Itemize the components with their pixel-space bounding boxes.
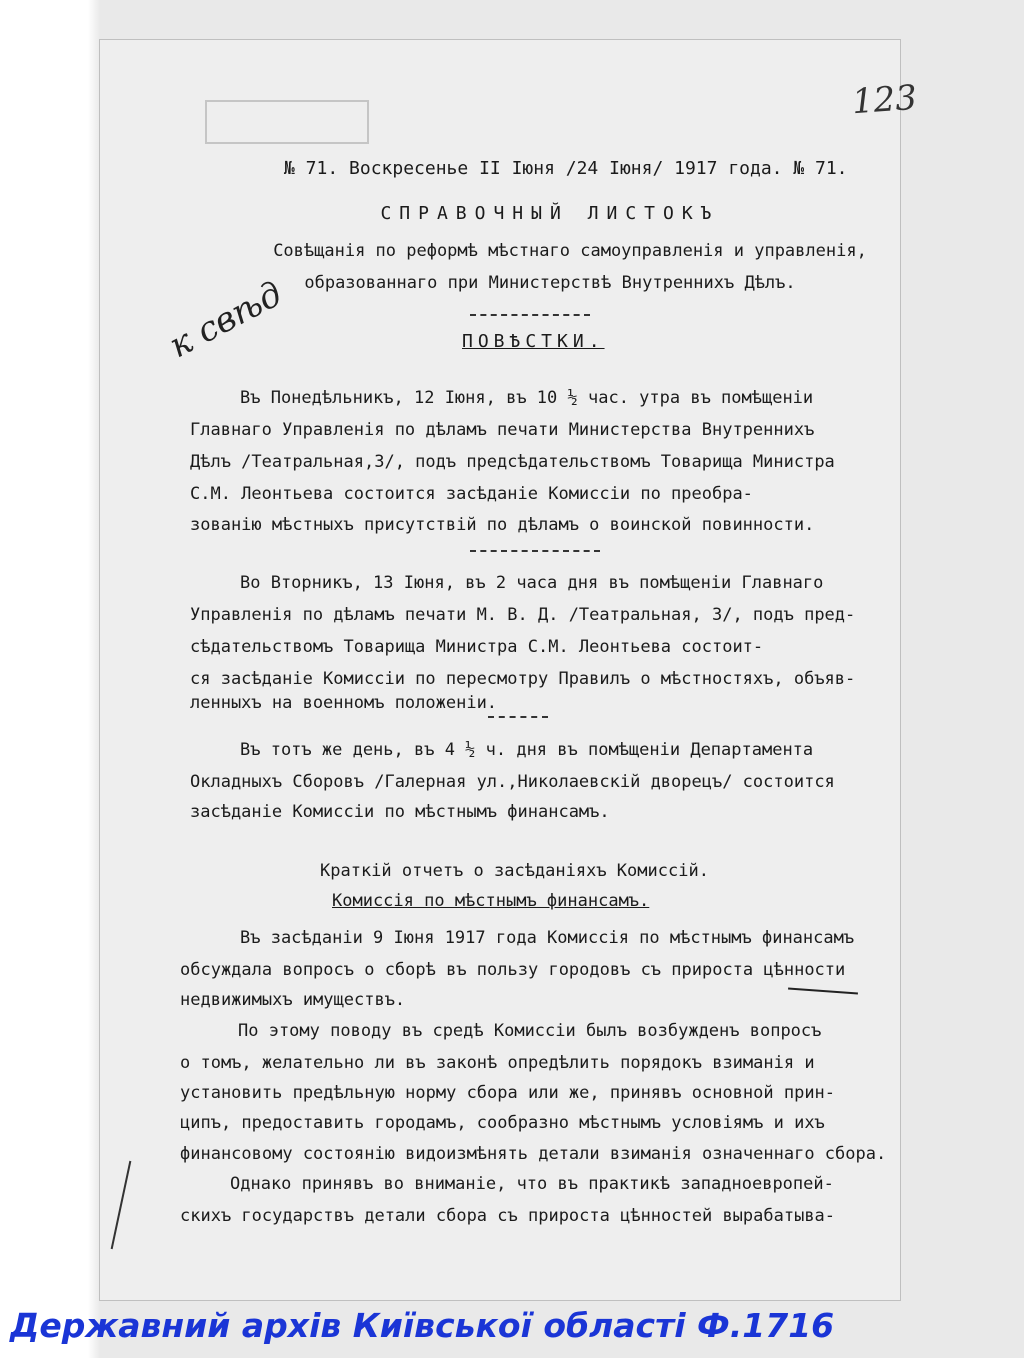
report-heading: Краткій отчетъ о засѣданіяхъ Комиссій.: [320, 861, 709, 881]
notice1-line-1: Въ Понедѣльникъ, 12 Іюня, въ 10 ½ час. утра въ помѣщеніи: [240, 388, 814, 408]
report1-line-2: обсуждала вопросъ о сборѣ въ пользу городовъ съ прироста цѣнности: [180, 960, 846, 980]
archive-caption: Державний архів Київської області Ф.1716: [10, 1306, 835, 1345]
document-title: СПРАВОЧНЫЙ ЛИСТОКЪ: [380, 203, 720, 224]
notice1-line-3: Дѣлъ /Театральная,3/, подъ предсѣдательствомъ Товарища Министра: [190, 452, 835, 472]
report2-line-1: По этому поводу въ средѣ Комиссіи былъ возбужденъ вопросъ: [238, 1021, 822, 1041]
notice2-line-4: ся засѣданіе Комиссіи по пересмотру Правилъ о мѣстностяхъ, объяв-: [190, 669, 856, 689]
notice2-line-1: Во Вторникъ, 13 Іюня, въ 2 часа дня въ помѣщеніи Главнаго: [240, 573, 824, 593]
notice1-line-5: зованію мѣстныхъ присутствій по дѣламъ о воинской повинности.: [190, 515, 815, 535]
report1-line-1: Въ засѣданіи 9 Іюня 1917 года Комиссія по мѣстнымъ финансамъ: [240, 928, 855, 948]
notice1-line-4: С.М. Леонтьева состоится засѣданіе Комиссіи по преобра-: [190, 484, 753, 504]
notice1-line-2: Главнаго Управленія по дѣламъ печати Министерства Внутреннихъ: [190, 420, 815, 440]
report2-line-5: финансовому состоянію видоизмѣнять детали взиманія означеннаго сбора.: [180, 1144, 887, 1164]
report3-line-2: скихъ государствъ детали сбора съ прироста цѣнностей вырабатыва-: [180, 1206, 836, 1226]
faint-stamp: [205, 100, 369, 144]
report2-line-2: о томъ, желательно ли въ законѣ опредѣлить порядокъ взиманія и: [180, 1053, 815, 1073]
report2-line-3: установить предѣльную норму сбора или же, принявъ основной прин-: [180, 1083, 836, 1103]
notice3-line-1: Въ тотъ же день, въ 4 ½ ч. дня въ помѣщеніи Департамента: [240, 740, 814, 760]
notices-heading: ПОВѢСТКИ.: [462, 331, 605, 352]
issue-line: № 71. Воскресенье II Іюня /24 Іюня/ 1917 года. № 71.: [284, 158, 848, 179]
notice3-line-3: засѣданіе Комиссіи по мѣстнымъ финансамъ.: [190, 802, 610, 822]
notice3-line-2: Окладныхъ Сборовъ /Галерная ул.,Николаевскій дворецъ/ состоится: [190, 772, 835, 792]
handwritten-page-number: 123: [850, 77, 919, 123]
divider: [488, 716, 548, 718]
handwritten-margin-note: к свѣд: [162, 273, 289, 367]
report3-line-1: Однако принявъ во вниманіе, что въ практикѣ западноевропей-: [230, 1174, 834, 1194]
notice2-line-5: ленныхъ на военномъ положеніи.: [190, 693, 498, 713]
report2-line-4: ципъ, предоставить городамъ, сообразно мѣстнымъ условіямъ и ихъ: [180, 1113, 825, 1133]
notice2-line-2: Управленія по дѣламъ печати М. В. Д. /Театральная, 3/, подъ пред-: [190, 605, 856, 625]
divider: [470, 314, 590, 316]
subtitle-line-1: Совѣщанія по реформѣ мѣстнаго самоуправленія и управленія,: [273, 241, 867, 261]
report-subheading: Комиссія по мѣстнымъ финансамъ.: [332, 891, 650, 911]
subtitle-line-2: образованнаго при Министерствѣ Внутреннихъ Дѣлъ.: [304, 273, 796, 293]
notice2-line-3: сѣдательствомъ Товарища Министра С.М. Леонтьева состоит-: [190, 637, 764, 657]
report1-line-3: недвижимыхъ имуществъ.: [180, 990, 406, 1010]
divider: [470, 550, 600, 552]
